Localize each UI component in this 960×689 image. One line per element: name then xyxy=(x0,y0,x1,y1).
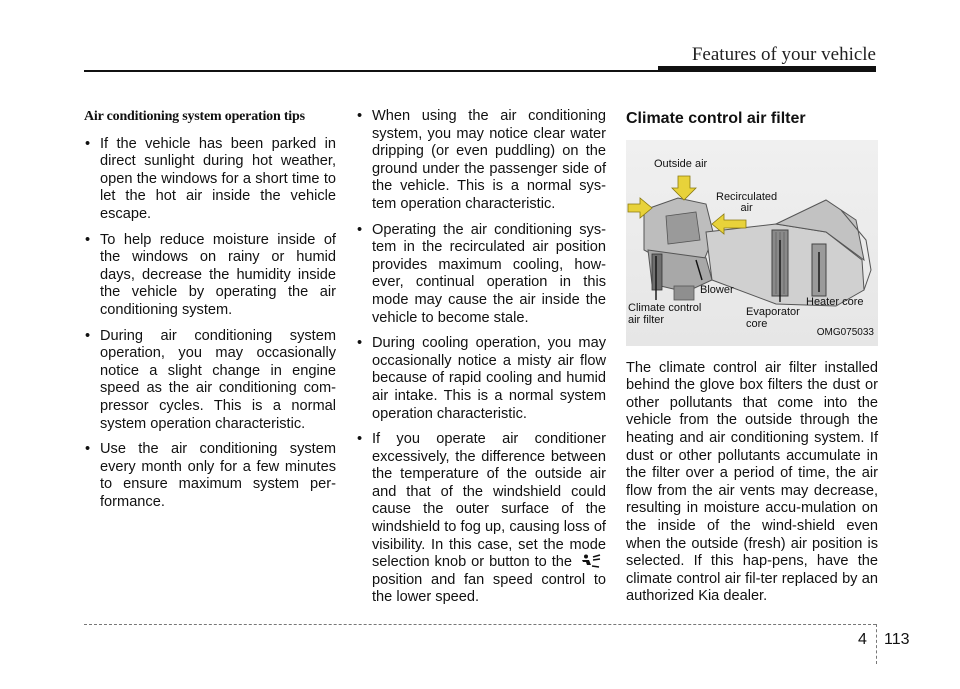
list-item: • Operating the air conditioning sys-tem in the recirculated air position provides maximum cooling, how-ever, continual operation in this mode may cause the air inside the vehicle to become stale. xyxy=(356,222,606,328)
page-number: 113 xyxy=(884,631,910,648)
footer-divider xyxy=(876,624,877,664)
chapter-number: 4 xyxy=(858,631,867,648)
list-item xyxy=(356,431,606,607)
label-outside-air: Outside air xyxy=(654,157,708,170)
label-heater-core: Heater core xyxy=(806,295,864,308)
list-item-text: position and fan speed control to the lower speed. xyxy=(372,571,606,606)
section-heading-ac-tips: Air conditioning system operation tips xyxy=(84,109,305,124)
list-item: • To help reduce moisture inside of the windows on rainy or humid days, decrease the humidity inside the vehicle by operating the air conditioning system. xyxy=(84,232,336,320)
ac-tips-list xyxy=(84,136,336,512)
list-item: • During cooling operation, you may occasionally notice a misty air flow because of rapid cooling and humid air intake. This is a normal system operation characteristic. xyxy=(356,335,606,423)
list-item: • When using the air conditioning system, you may notice clear water dripping (or even puddling) on the ground under the passenger side of the vehicle. This is a normal sys-tem operation characteristic. xyxy=(356,108,606,214)
list-item: • Use the air conditioning system every month only for a few minutes to ensure maximum system per-formance. xyxy=(84,441,336,511)
column-middle xyxy=(356,108,606,615)
header-rule-thick xyxy=(658,66,876,72)
header-title: Features of your vehicle xyxy=(691,44,876,65)
list-item: • If the vehicle has been parked in direct sunlight during hot weather, open the windows for a short time to let the hot air inside the vehicle escape. xyxy=(84,136,336,224)
label-evaporator-core: Evaporator core xyxy=(746,305,800,330)
footer-rule xyxy=(84,624,876,625)
air-filter-diagram xyxy=(626,140,878,346)
figure-code: OMG075033 xyxy=(816,327,874,338)
column-left xyxy=(84,108,336,519)
air-filter-paragraph: The climate control air filter installed behind the glove box filters the dust or other pollutants that come into the vehicle from the outside through the heating and air conditioning system. If dust or other pollutants accumulate in the filter over a period of time, the air flow from the air vents may decrease, resulting in moisture accu-mulation on the inside of the wind-shield even when the outside (fresh) air position is selected. If this hap-pens, have the climate control air fil-ter replaced by an authorized Kia dealer. xyxy=(626,359,878,605)
list-item: • During air conditioning system operation, you may occasionally notice a slight change in engine speed as the air conditioning com-pressor cycles. This is a normal system operation characteristic. xyxy=(84,328,336,434)
column-right xyxy=(626,108,878,606)
label-climate-control-air-filter: Climate control air filter xyxy=(628,301,702,326)
label-recirculated-air: Recirculated air xyxy=(716,190,778,214)
section-title-air-filter: Climate control air filter xyxy=(626,110,806,127)
label-blower: Blower xyxy=(700,283,734,296)
ac-tips-list-continued xyxy=(356,108,606,607)
floor-defrost-mode-icon xyxy=(576,554,602,568)
list-item-text: If you operate air conditioner excessively, the difference between the temperature of the outside air and that of the windshield could cause the outer surface of the windshield to fog up, causing loss of visibility. In this case, set the mode selection knob or button to the xyxy=(372,431,606,571)
header-rule xyxy=(84,70,660,72)
